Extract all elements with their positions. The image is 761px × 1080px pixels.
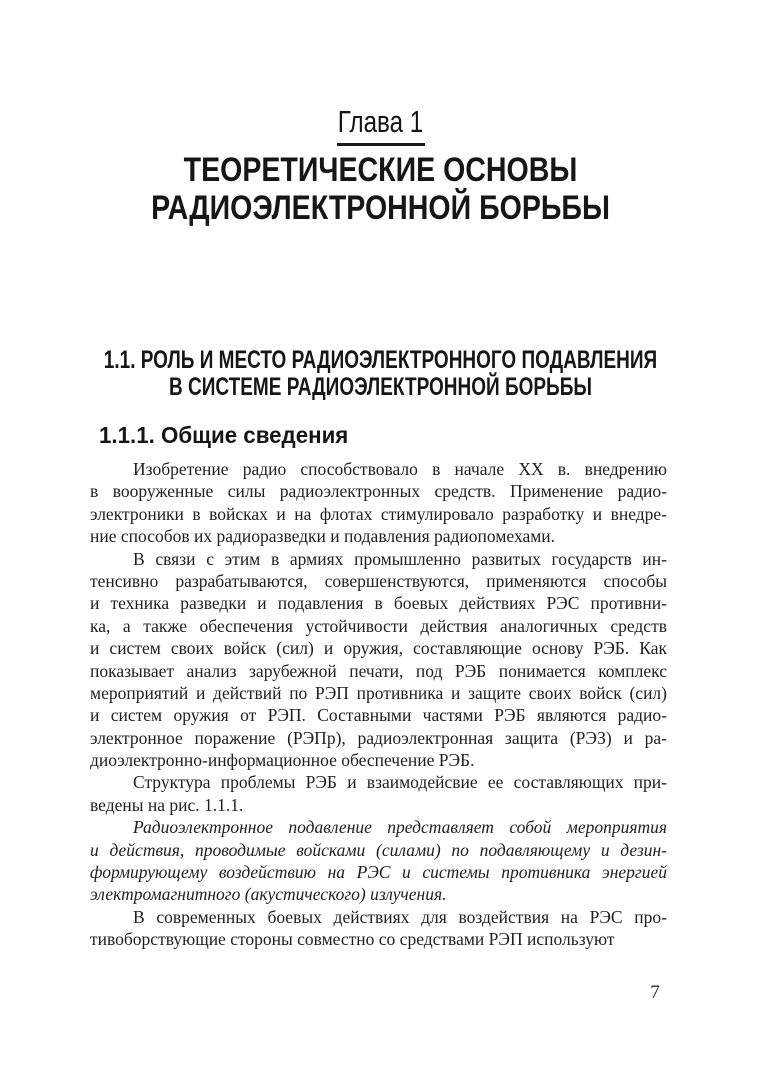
body-line: и систем своих войск (сил) и оружия, составляющие основу РЭБ. Как — [90, 638, 667, 659]
body-line: и техника разведки и подавления в боевых действиях РЭС противни- — [90, 593, 667, 614]
chapter-title — [0, 151, 761, 227]
chapter-label: Глава 1 — [337, 104, 424, 139]
body-line: ведены на рис. 1.1.1. — [90, 794, 244, 815]
body-line: Радиоэлектронное подавление представляет собой мероприятия — [133, 817, 667, 838]
chapter-title-line-2: РАДИОЭЛЕКТРОННОЙ БОРЬБЫ — [151, 189, 610, 227]
section-heading — [0, 347, 761, 401]
body-line: Структура проблемы РЭБ и взаимодейсвие ее составляющих при- — [133, 772, 667, 793]
body-line: мероприятий и действий по РЭП противника и защите своих войск (сил) — [90, 682, 667, 703]
body-line: В современных боевых действиях для воздействия на РЭС про- — [133, 906, 667, 927]
body-line: и действия, проводимые войсками (силами) по подавляющему и дезин- — [90, 839, 667, 860]
body-text — [90, 458, 667, 951]
section-heading-line-2: В СИСТЕМЕ РАДИОЭЛЕКТРОННОЙ БОРЬБЫ — [169, 373, 592, 401]
body-line: электроники в войсках и на флотах стимулировало разработку и внедре- — [90, 503, 667, 524]
body-line: Изобретение радио способствовало в начале ХХ в. внедрению — [133, 459, 667, 479]
body-line: диоэлектронно-информационное обеспечение РЭБ. — [90, 750, 475, 771]
body-line: и систем оружия от РЭП. Составными частями РЭБ являются радио- — [90, 705, 667, 726]
body-line: электронное поражение (РЭПр), радиоэлектронная защита (РЭЗ) и ра- — [90, 727, 667, 748]
body-line: показывает анализ зарубежной печати, под РЭБ понимается комплекс — [90, 660, 667, 681]
body-line: тивоборствующие стороны совместно со средствами РЭП используют — [90, 929, 615, 950]
body-line: формирующему воздействию на РЭС и системы противника энергией — [90, 862, 667, 883]
body-line: электромагнитного (акустического) излучения. — [90, 884, 447, 905]
section-heading-line-1: 1.1. РОЛЬ И МЕСТО РАДИОЭЛЕКТРОННОГО ПОДАВЛЕНИЯ — [103, 346, 658, 374]
subsection-heading: 1.1.1. Общие сведения — [99, 422, 349, 448]
chapter-title-line-1: ТЕОРЕТИЧЕСКИЕ ОСНОВЫ — [183, 151, 578, 189]
body-line: ка, а также обеспечения устойчивости действия аналогичных средств — [90, 615, 667, 636]
body-line: В связи с этим в армиях промышленно развитых государств ин- — [133, 548, 667, 569]
body-line: тенсивно разрабатываются, совершенствуются, применяются способы — [90, 570, 667, 591]
body-line: в вооруженные силы радиоэлектронных средств. Применение радио- — [90, 481, 667, 502]
chapter-rule-divider — [337, 143, 425, 146]
page-number: 7 — [650, 982, 660, 1003]
body-line: ние способов их радиоразведки и подавления радиопомехами. — [90, 526, 556, 547]
